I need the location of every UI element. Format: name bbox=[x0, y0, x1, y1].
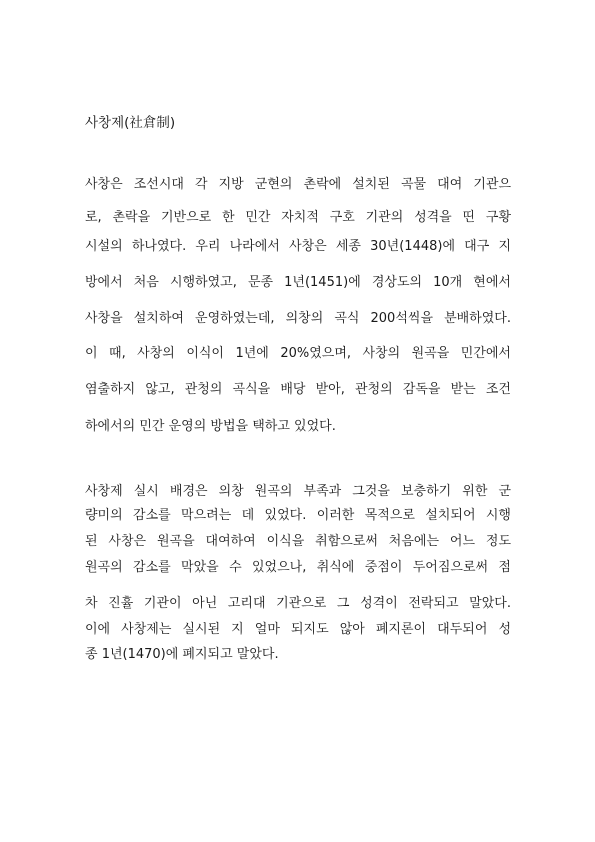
paragraph-line: 된 사창은 원곡을 대여하여 이식을 취함으로써 처음에는 어느 정도 bbox=[85, 534, 511, 549]
paragraph-line: 하에서의 민간 운영의 방법을 택하고 있었다. bbox=[85, 419, 336, 434]
paragraph-line: 종 1년(1470)에 폐지되고 말았다. bbox=[85, 647, 279, 662]
paragraph-line: 로, 촌락을 기반으로 한 민간 자치적 구호 기관의 성격을 띤 구황 bbox=[85, 210, 511, 225]
paragraph-line: 시설의 하나였다. 우리 나라에서 사창은 세종 30년(1448)에 대구 지 bbox=[85, 239, 511, 254]
paragraph-line: 방에서 처음 시행하였고, 문종 1년(1451)에 경상도의 10개 현에서 bbox=[85, 275, 511, 290]
paragraph-line: 차 진휼 기관이 아닌 고리대 기관으로 그 성격이 전락되고 말았다. bbox=[85, 596, 511, 611]
paragraph-line: 사창을 설치하여 운영하였는데, 의창의 곡식 200석씩을 분배하였다. bbox=[85, 311, 511, 326]
paragraph-line: 이에 사창제는 실시된 지 얼마 되지도 않아 폐지론이 대두되어 성 bbox=[85, 622, 511, 637]
paragraph-line: 량미의 감소를 막으려는 데 있었다. 이러한 목적으로 설치되어 시행 bbox=[85, 508, 511, 523]
document-title: 사창제(社倉制) bbox=[85, 115, 176, 131]
paragraph-line: 염출하지 않고, 관청의 곡식을 배당 받아, 관청의 감독을 받는 조건 bbox=[85, 382, 511, 397]
paragraph-line: 사창제 실시 배경은 의창 원곡의 부족과 그것을 보충하기 위한 군 bbox=[85, 484, 511, 499]
paragraph-line: 원곡의 감소를 막았을 수 있었으나, 취식에 중점이 두어짐으로써 점 bbox=[85, 560, 511, 575]
paragraph-line: 이 때, 사창의 이식이 1년에 20%였으며, 사창의 원곡을 민간에서 bbox=[85, 346, 511, 361]
paragraph-line: 사창은 조선시대 각 지방 군현의 촌락에 설치된 곡물 대여 기관으 bbox=[85, 177, 511, 192]
